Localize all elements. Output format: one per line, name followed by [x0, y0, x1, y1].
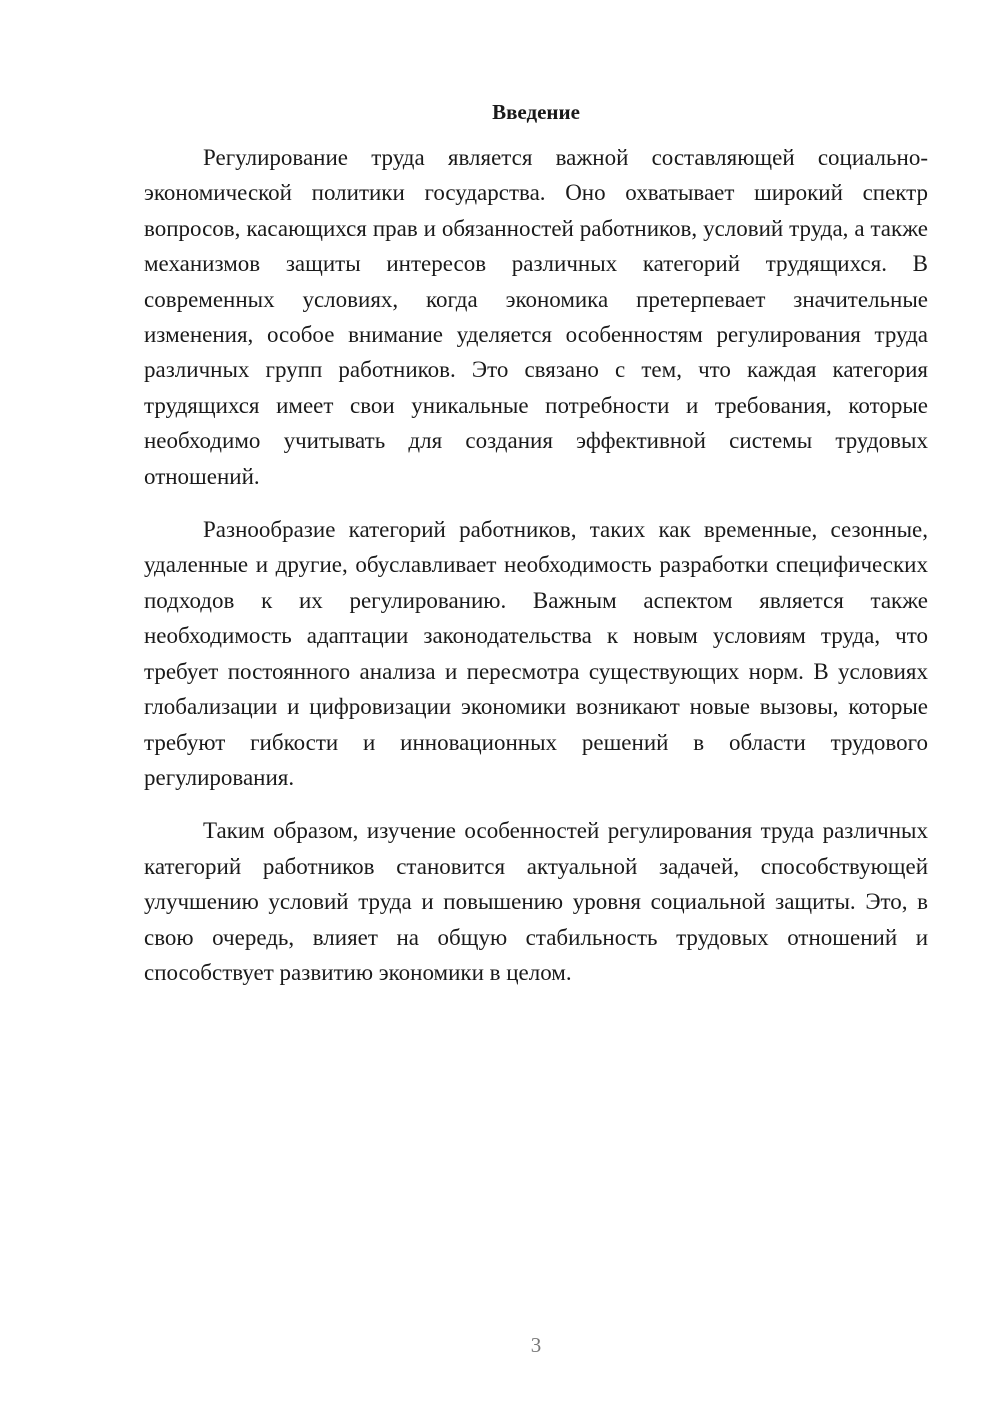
section-title: Введение — [492, 100, 580, 124]
paragraph-3: Таким образом, изучение особенностей регулирования труда различных категорий работников становится актуальной задачей, способствующей улучшению условий труда и повышению уровня социальной защиты. Это, в свою очередь, влияет на общую стабильность трудовых отношений и способствует развитию экономики в целом. — [144, 818, 928, 985]
page-number: 3 — [530, 1333, 542, 1357]
paragraph-1: Регулирование труда является важной составляющей социально-экономической политики государства. Оно охватывает широкий спектр вопросов, касающихся прав и обязанностей работников, условий труда, а также механизмов защиты интересов различных категорий трудящихся. В современных условиях, когда экономика претерпевает значительные изменения, особое внимание уделяется особенностям регулирования труда различных групп работников. Это связано с тем, что каждая категория трудящихся имеет свои уникальные потребности и требования, которые необходимо учитывать для создания эффективной системы трудовых отношений. — [144, 145, 928, 489]
document-page — [144, 96, 928, 990]
paragraph-2: Разнообразие категорий работников, таких как временные, сезонные, удаленные и другие, обуславливает необходимость разработки специфических подходов к их регулированию. Важным аспектом является также необходимость адаптации законодательства к новым условиям труда, что требует постоянного анализа и пересмотра существующих норм. В условиях глобализации и цифровизации экономики возникают новые вызовы, которые требуют гибкости и инновационных решений в области трудового регулирования. — [144, 517, 928, 790]
